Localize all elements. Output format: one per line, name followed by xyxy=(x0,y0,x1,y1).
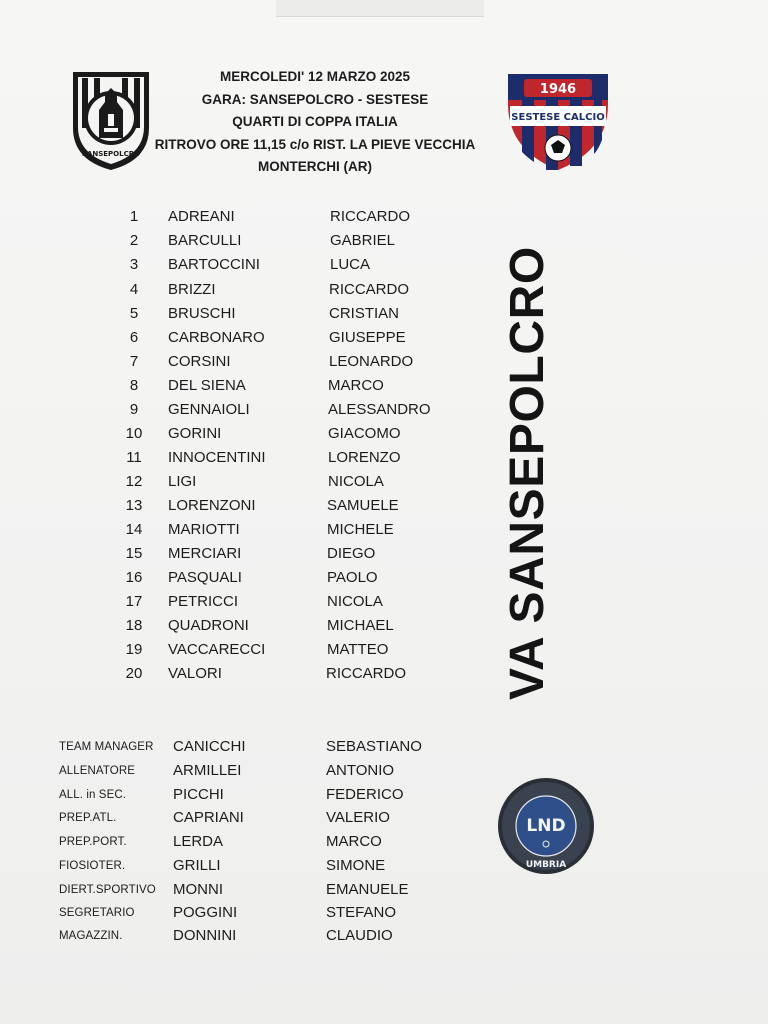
player-name: RICCARDO xyxy=(326,665,407,682)
staff-role: FIOSIOTER. xyxy=(59,860,126,872)
staff-name: FEDERICO xyxy=(326,786,404,803)
player-surname: MARIOTTI xyxy=(168,521,240,538)
staff-name: ANTONIO xyxy=(326,762,395,779)
player-name: CRISTIAN xyxy=(329,305,400,322)
player-number: 17 xyxy=(125,593,143,610)
staff-surname: DONNINI xyxy=(173,927,237,944)
player-name: MICHAEL xyxy=(327,617,394,634)
player-name: ALESSANDRO xyxy=(328,401,431,418)
staff-name: MARCO xyxy=(326,833,382,850)
player-number: 2 xyxy=(129,232,139,249)
player-number: 7 xyxy=(129,353,139,370)
staff-name: SEBASTIANO xyxy=(326,738,422,755)
lnd-region: UMBRIA xyxy=(525,860,567,870)
player-surname: PASQUALI xyxy=(168,569,242,586)
player-surname: INNOCENTINI xyxy=(168,449,266,466)
player-surname: CARBONARO xyxy=(168,329,265,346)
player-name: MATTEO xyxy=(327,641,389,658)
player-surname: BRUSCHI xyxy=(168,305,236,322)
staff-role: ALLENATORE xyxy=(59,765,135,777)
player-number: 9 xyxy=(129,401,139,418)
staff-role: SEGRETARIO xyxy=(59,907,135,919)
staff-role: MAGAZZIN. xyxy=(59,930,123,942)
player-name: GIACOMO xyxy=(328,425,401,442)
player-surname: MERCIARI xyxy=(168,545,242,562)
staff-name: EMANUELE xyxy=(326,881,409,898)
player-surname: BRIZZI xyxy=(168,281,216,298)
staff-surname: POGGINI xyxy=(173,904,238,921)
sestese-logo xyxy=(504,70,612,172)
sestese-year: 1946 xyxy=(539,82,577,97)
player-number: 10 xyxy=(125,425,143,442)
player-name: LUCA xyxy=(330,256,371,273)
staff-surname: GRILLI xyxy=(173,857,221,874)
player-name: MARCO xyxy=(328,377,384,394)
player-number: 8 xyxy=(129,377,139,394)
player-name: LORENZO xyxy=(328,449,401,466)
player-surname: PETRICCI xyxy=(168,593,239,610)
player-name: NICOLA xyxy=(328,473,384,490)
player-name: GIUSEPPE xyxy=(329,329,406,346)
player-surname: VALORI xyxy=(168,665,222,682)
player-surname: VACCARECCI xyxy=(168,641,266,658)
meeting-point: RITROVO ORE 11,15 c/o RIST. LA PIEVE VECCHIA xyxy=(154,136,476,152)
match-date: MERCOLEDI' 12 MARZO 2025 xyxy=(219,69,410,84)
staff-surname: CAPRIANI xyxy=(173,809,244,826)
staff-name: CLAUDIO xyxy=(326,927,393,944)
player-surname: CORSINI xyxy=(168,353,231,370)
staff-role: PREP.PORT. xyxy=(59,836,127,848)
player-surname: BARCULLI xyxy=(168,232,242,249)
player-number: 15 xyxy=(125,545,143,562)
player-number: 20 xyxy=(125,665,143,682)
sansepolcro-logo-text: SANSEPOLCRO xyxy=(81,150,141,158)
player-number: 16 xyxy=(125,569,143,586)
player-name: NICOLA xyxy=(327,593,383,610)
player-name: MICHELE xyxy=(327,521,394,538)
player-number: 1 xyxy=(129,208,139,225)
lnd-logo-text: LND xyxy=(526,816,566,836)
player-number: 6 xyxy=(129,329,139,346)
player-name: DIEGO xyxy=(327,545,376,562)
lnd-logo xyxy=(496,776,598,876)
staff-surname: LERDA xyxy=(173,833,224,850)
player-name: RICCARDO xyxy=(330,208,411,225)
meeting-location: MONTERCHI (AR) xyxy=(258,159,372,174)
player-surname: GORINI xyxy=(168,425,222,442)
match-title: GARA: SANSEPOLCRO - SESTESE xyxy=(201,91,429,107)
player-surname: QUADRONI xyxy=(168,617,249,634)
sestese-name: SESTESE CALCIO xyxy=(511,112,605,123)
player-number: 19 xyxy=(125,641,143,658)
player-name: RICCARDO xyxy=(329,281,410,298)
player-name: GABRIEL xyxy=(330,232,396,249)
player-surname: LIGI xyxy=(168,473,197,490)
staff-role: ALL. in SEC. xyxy=(59,789,127,801)
competition: QUARTI DI COPPA ITALIA xyxy=(232,114,398,129)
staff-role: PREP.ATL. xyxy=(59,812,117,824)
player-number: 18 xyxy=(125,617,143,634)
player-number: 12 xyxy=(125,473,143,490)
player-surname: LORENZONI xyxy=(168,497,256,514)
player-surname: ADREANI xyxy=(168,208,235,225)
staff-surname: MONNI xyxy=(173,881,223,898)
staff-name: STEFANO xyxy=(326,904,397,921)
staff-surname: CANICCHI xyxy=(173,738,246,755)
staff-role: DIERT.SPORTIVO xyxy=(59,884,156,896)
player-number: 14 xyxy=(125,521,143,538)
player-surname: BARTOCCINI xyxy=(168,256,260,273)
staff-role: TEAM MANAGER xyxy=(59,741,154,753)
player-number: 4 xyxy=(129,281,139,298)
player-number: 11 xyxy=(126,449,142,466)
player-number: 5 xyxy=(129,305,139,322)
player-name: SAMUELE xyxy=(327,497,399,514)
staff-name: VALERIO xyxy=(326,809,390,826)
player-name: LEONARDO xyxy=(329,353,414,370)
player-surname: DEL SIENA xyxy=(168,377,246,394)
staff-surname: ARMILLEI xyxy=(173,762,242,779)
player-number: 13 xyxy=(125,497,143,514)
player-number: 3 xyxy=(129,256,139,273)
slogan-vertical: VA SANSEPOLCRO xyxy=(501,246,554,700)
player-surname: GENNAIOLI xyxy=(168,401,250,418)
player-name: PAOLO xyxy=(327,569,378,586)
staff-name: SIMONE xyxy=(326,857,386,874)
staff-surname: PICCHI xyxy=(173,786,224,803)
